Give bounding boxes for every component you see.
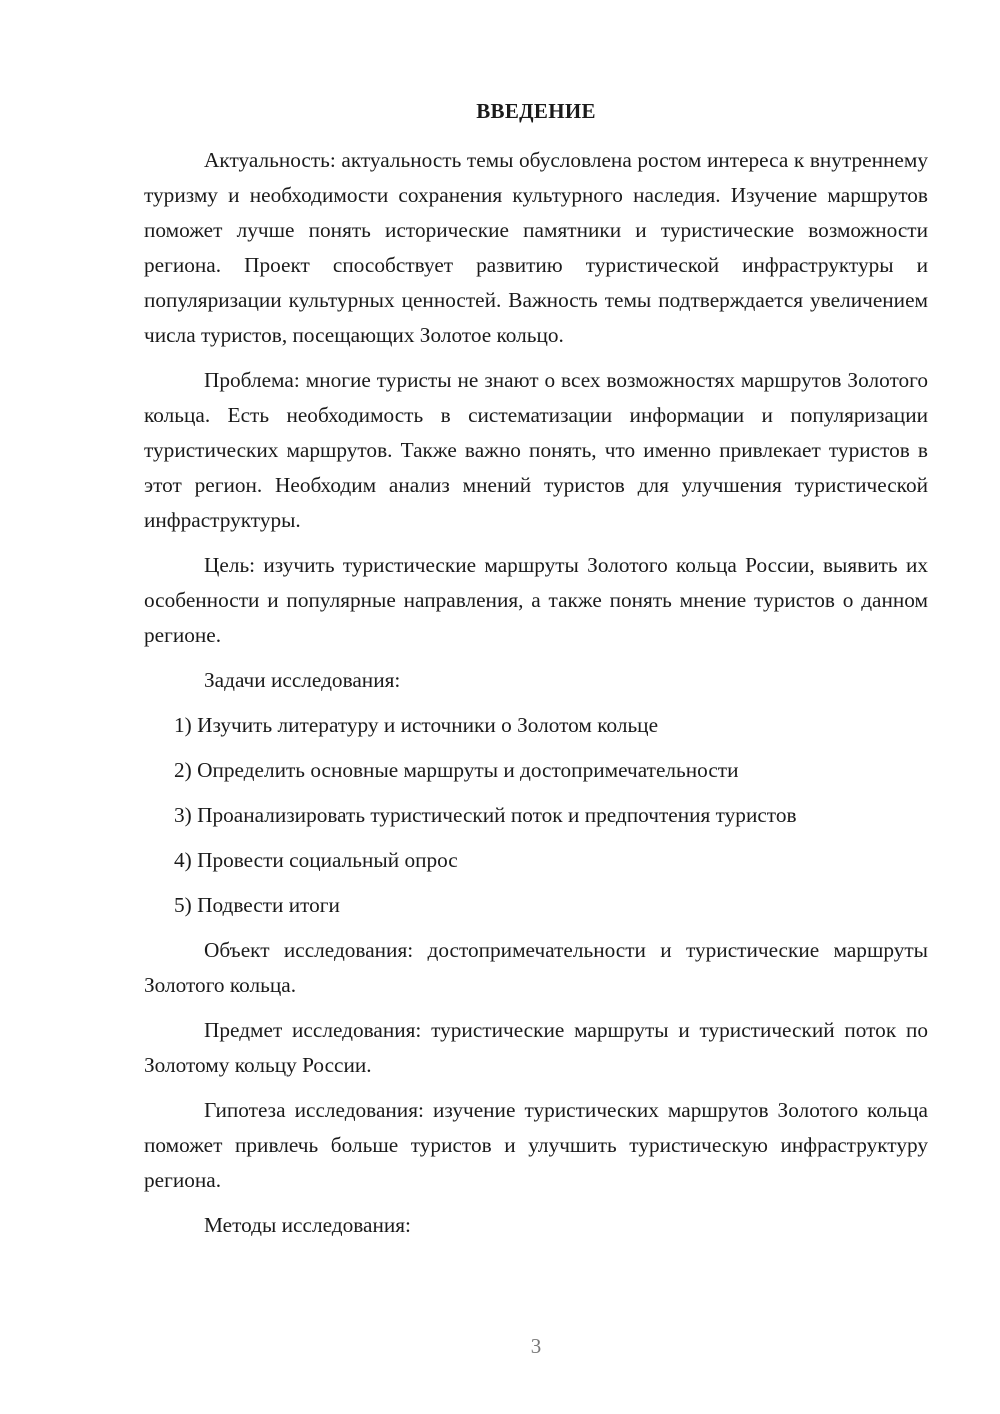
task-item: 3) Проанализировать туристический поток и предпочтения туристов — [174, 803, 797, 827]
task-item: 1) Изучить литературу и источники о Золотом кольце — [174, 713, 659, 737]
methods-title: Методы исследования: — [204, 1213, 411, 1237]
paragraph-object: Объект исследования: достопримечательности и туристические маршруты Золотого кольца. — [144, 938, 928, 997]
task-item: 4) Провести социальный опрос — [174, 848, 458, 872]
page-number: 3 — [530, 1334, 542, 1358]
paragraph-relevance: Актуальность: актуальность темы обусловлена ростом интереса к внутреннему туризму и необходимости сохранения культурного наследия. Изучение маршрутов поможет лучше понять исторические памятники и туристические возможности региона. Проект способствует развитию туристической инфраструктуры и популяризации культурных ценностей. Важность темы подтверждается увеличением числа туристов, посещающих Золотое кольцо. — [144, 148, 928, 347]
document-body — [144, 143, 928, 1253]
task-item: 2) Определить основные маршруты и достопримечательности — [174, 758, 739, 782]
paragraph-hypothesis: Гипотеза исследования: изучение туристических маршрутов Золотого кольца поможет привлечь больше туристов и улучшить туристическую инфраструктуру региона. — [144, 1098, 928, 1192]
page-title: ВВЕДЕНИЕ — [476, 99, 596, 123]
task-item: 5) Подвести итоги — [174, 893, 340, 917]
paragraph-subject: Предмет исследования: туристические маршруты и туристический поток по Золотому кольцу России. — [144, 1018, 928, 1077]
paragraph-problem: Проблема: многие туристы не знают о всех возможностях маршрутов Золотого кольца. Есть необходимость в систематизации информации и популяризации туристических маршрутов. Также важно понять, что именно привлекает туристов в этот регион. Необходим анализ мнений туристов для улучшения туристической инфраструктуры. — [144, 368, 928, 532]
paragraph-goal: Цель: изучить туристические маршруты Золотого кольца России, выявить их особенности и популярные направления, а также понять мнение туристов о данном регионе. — [144, 553, 928, 647]
tasks-title: Задачи исследования: — [204, 668, 401, 692]
